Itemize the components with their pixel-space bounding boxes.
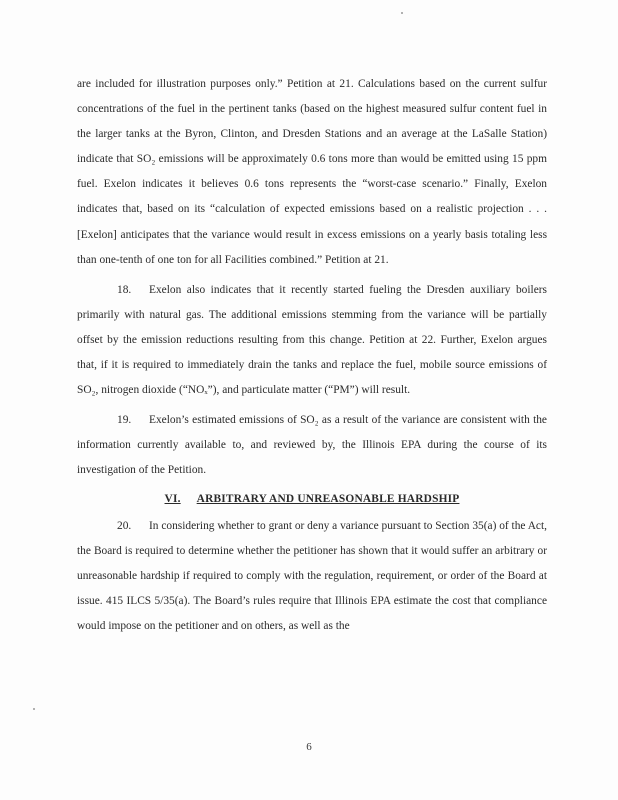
paragraph-text: Exelon’s estimated emissions of SO₂ as a result of the variance are consistent with the information currently available to, and reviewed by, the Illinois EPA during the course of its investigation of the Petition. xyxy=(77,414,547,477)
section-number: VI. xyxy=(164,492,181,505)
section-title: ARBITRARY AND UNREASONABLE HARDSHIP xyxy=(196,492,460,505)
paragraph-18 xyxy=(77,278,547,403)
paragraph-19 xyxy=(77,408,547,483)
paragraph-number: 18. xyxy=(117,283,132,296)
document-body xyxy=(77,72,547,639)
paragraph-number: 20. xyxy=(117,519,132,532)
paragraph-20 xyxy=(77,514,547,639)
page-number: 6 xyxy=(306,741,312,753)
scan-speck xyxy=(33,708,35,710)
paragraph-continuation: are included for illustration purposes only.” Petition at 21. Calculations based on the current sulfur concentrations of the fuel in the pertinent tanks (based on the highest measured sulfur content fuel in the larger tanks at the Byron, Clinton, and Dresden Stations and an average at the LaSalle Station) indicate that SO₂ emissions will be approximately 0.6 tons more than would be emitted using 15 ppm fuel. Exelon indicates it believes 0.6 tons represents the “worst-case scenario.” Finally, Exelon indicates that, based on its “calculation of expected emissions based on a realistic projection . . . [Exelon] anticipates that the variance would result in excess emissions on a yearly basis totaling less than one-tenth of one ton for all Facilities combined.” Petition at 21. xyxy=(77,78,547,266)
paragraph-number: 19. xyxy=(117,414,132,427)
paragraph-text: Exelon also indicates that it recently started fueling the Dresden auxiliary boilers primarily with natural gas. The additional emissions stemming from the variance will be partially offset by the emission reductions resulting from this change. Petition at 22. Further, Exelon argues that, if it is required to immediately drain the tanks and replace the fuel, mobile source emissions of SO₂, nitrogen dioxide (“NOₓ”), and particulate matter (“PM”) will result. xyxy=(77,283,547,397)
scan-speck xyxy=(401,12,403,14)
section-heading xyxy=(77,487,547,512)
paragraph-text: In considering whether to grant or deny a variance pursuant to Section 35(a) of the Act, the Board is required to determine whether the petitioner has shown that it would suffer an arbitrary or unreasonable hardship if required to comply with the regulation, requirement, or order of the Board at issue. 415 ILCS 5/35(a). The Board’s rules require that Illinois EPA estimate the cost that compliance would impose on the petitioner and on others, as well as the xyxy=(77,519,547,632)
